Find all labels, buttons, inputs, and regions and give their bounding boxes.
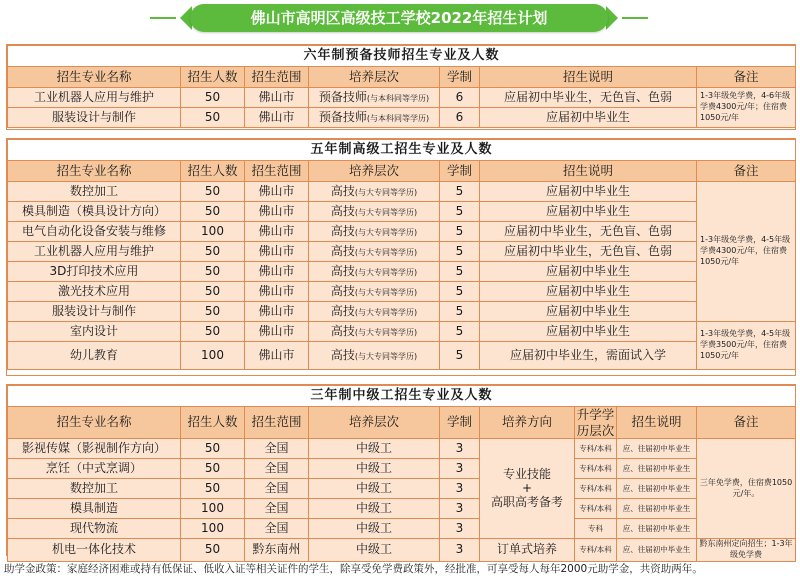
section-title: 五年制高级工招生专业及人数 (8, 140, 796, 161)
scope-cell: 全国 (245, 499, 309, 519)
level-note: (与大专同等学历) (354, 351, 418, 361)
major-cell: 工业机器人应用与维护 (8, 88, 181, 108)
count-cell: 50 (181, 439, 245, 459)
desc-cell: 应、往届初中毕业生 (617, 479, 697, 499)
table-row (8, 479, 796, 499)
count-cell: 50 (181, 282, 245, 302)
upgrade-cell: 专科/本科 (575, 499, 617, 519)
major-cell: 工业机器人应用与维护 (8, 242, 181, 262)
table-row (8, 439, 796, 459)
level-cell (309, 302, 440, 322)
years-cell: 5 (440, 302, 480, 322)
header-major: 招生专业名称 (8, 161, 181, 182)
upgrade-cell: 专科/本科 (575, 439, 617, 459)
desc-cell: 应、往届初中毕业生 (617, 439, 697, 459)
years-cell: 3 (440, 459, 480, 479)
level-cell: 中级工 (309, 499, 440, 519)
scope-cell: 黔东南州 (245, 539, 309, 562)
header-desc: 招生说明 (480, 67, 697, 88)
level-cell (309, 108, 440, 128)
header-desc: 招生说明 (480, 161, 697, 182)
scope-cell: 全国 (245, 439, 309, 459)
level-cell: 中级工 (309, 539, 440, 562)
level-text: 高技 (330, 183, 355, 198)
count-cell: 50 (181, 322, 245, 342)
level-note: (与大专同等学历) (354, 287, 418, 297)
header-remark: 备注 (697, 161, 796, 182)
desc-cell: 应、往届初中毕业生 (617, 499, 697, 519)
header-scope: 招生范围 (245, 161, 309, 182)
major-cell: 影视传媒（影视制作方向） (8, 439, 181, 459)
header-major: 招生专业名称 (8, 67, 181, 88)
table-row (8, 182, 796, 202)
level-text: 高技 (330, 203, 355, 218)
scope-cell: 全国 (245, 459, 309, 479)
level-text: 高技 (330, 303, 355, 318)
level-text: 高技 (330, 223, 355, 238)
count-cell: 50 (181, 302, 245, 322)
level-note: (与大专同等学历) (354, 227, 418, 237)
table-row (8, 342, 796, 370)
remark-cell: 三年免学费，住宿费1050元/年。 (697, 439, 796, 539)
header-level: 培养层次 (309, 161, 440, 182)
section-title: 六年制预备技师招生专业及人数 (8, 46, 796, 67)
count-cell: 50 (181, 182, 245, 202)
level-cell (309, 262, 440, 282)
desc-cell: 应届初中毕业生 (480, 322, 697, 342)
scope-cell: 佛山市 (245, 108, 309, 128)
level-note: (与大专同等学历) (354, 307, 418, 317)
upgrade-cell: 专科 (575, 519, 617, 539)
header-level: 培养层次 (309, 67, 440, 88)
remark-cell: 1-3年级免学费，4-5年级学费3500元/年，住宿费1050元/年 (697, 322, 796, 370)
level-note: (与大专同等学历) (354, 207, 418, 217)
count-cell: 100 (181, 342, 245, 370)
table-row (8, 108, 796, 128)
count-cell: 50 (181, 539, 245, 562)
scope-cell: 佛山市 (245, 262, 309, 282)
level-text: 高技 (330, 283, 355, 298)
level-text: 预备技师 (318, 89, 367, 104)
desc-cell: 应届初中毕业生，无色盲、色弱 (480, 222, 697, 242)
count-cell: 50 (181, 242, 245, 262)
years-cell: 5 (440, 202, 480, 222)
table-row (8, 222, 796, 242)
desc-cell: 应届初中毕业生 (480, 262, 697, 282)
major-cell: 幼儿教育 (8, 342, 181, 370)
header-count: 招生人数 (181, 161, 245, 182)
level-text: 高技 (330, 263, 355, 278)
major-cell: 现代物流 (8, 519, 181, 539)
level-text: 高技 (330, 323, 355, 338)
title-deco-left (150, 17, 176, 19)
table-row (8, 322, 796, 342)
desc-cell: 应届初中毕业生 (480, 182, 697, 202)
years-cell: 3 (440, 519, 480, 539)
scope-cell: 佛山市 (245, 342, 309, 370)
level-cell (309, 322, 440, 342)
level-cell: 中级工 (309, 479, 440, 499)
header-remark: 备注 (697, 407, 796, 439)
direction-cell: 订单式培养 (480, 539, 575, 562)
desc-cell: 应届初中毕业生 (480, 302, 697, 322)
years-cell: 3 (440, 439, 480, 459)
level-text: 高技 (330, 347, 355, 362)
page-title: 佛山市高明区高级技工学校2022年招生计划 (190, 4, 608, 32)
table-row (8, 519, 796, 539)
level-cell: 中级工 (309, 459, 440, 479)
desc-cell: 应届初中毕业生 (480, 202, 697, 222)
years-cell: 5 (440, 242, 480, 262)
direction-cell (480, 439, 575, 539)
level-text: 预备技师 (318, 109, 367, 124)
level-cell (309, 182, 440, 202)
header-count: 招生人数 (181, 67, 245, 88)
major-cell: 模具制造（模具设计方向） (8, 202, 181, 222)
section-six-year (6, 44, 796, 130)
header-years: 学制 (440, 161, 480, 182)
level-text: 高技 (330, 243, 355, 258)
desc-cell: 应、往届初中毕业生 (617, 519, 697, 539)
level-note: (与大专同等学历) (354, 327, 418, 337)
header-major: 招生专业名称 (8, 407, 181, 439)
major-cell: 激光技术应用 (8, 282, 181, 302)
scope-cell: 全国 (245, 519, 309, 539)
years-cell: 3 (440, 499, 480, 519)
header-years: 学制 (440, 407, 480, 439)
years-cell: 5 (440, 182, 480, 202)
level-cell (309, 88, 440, 108)
major-cell: 数控加工 (8, 479, 181, 499)
level-note: (与大专同等学历) (354, 187, 418, 197)
major-cell: 服装设计与制作 (8, 108, 181, 128)
desc-cell: 应届初中毕业生 (480, 108, 697, 128)
level-cell (309, 222, 440, 242)
remark-cell: 黔东南州定向招生；1-3年级免学费 (697, 539, 796, 562)
count-cell: 50 (181, 202, 245, 222)
scope-cell: 佛山市 (245, 88, 309, 108)
count-cell: 100 (181, 499, 245, 519)
table-row (8, 459, 796, 479)
scope-cell: 佛山市 (245, 282, 309, 302)
level-cell (309, 202, 440, 222)
level-cell: 中级工 (309, 519, 440, 539)
major-cell: 模具制造 (8, 499, 181, 519)
table-row (8, 302, 796, 322)
level-cell (309, 282, 440, 302)
header-scope: 招生范围 (245, 67, 309, 88)
major-cell: 数控加工 (8, 182, 181, 202)
table-row (8, 88, 796, 108)
table-row (8, 262, 796, 282)
desc-cell: 应届初中毕业生 (480, 282, 697, 302)
remark-cell: 1-3年级免学费，4-5年级学费4300元/年，住宿费1050元/年 (697, 182, 796, 322)
level-note: (与本科同等学历) (366, 93, 430, 103)
leaf-icon-right (606, 6, 622, 30)
major-cell: 机电一体化技术 (8, 539, 181, 562)
table-row (8, 539, 796, 562)
count-cell: 50 (181, 479, 245, 499)
table-row (8, 242, 796, 262)
years-cell: 5 (440, 262, 480, 282)
years-cell: 5 (440, 222, 480, 242)
direction-line: 专业技能 (502, 467, 551, 482)
level-cell: 中级工 (309, 439, 440, 459)
count-cell: 50 (181, 262, 245, 282)
count-cell: 50 (181, 459, 245, 479)
major-cell: 3D打印技术应用 (8, 262, 181, 282)
desc-cell: 应届初中毕业生，无色盲、色弱 (480, 88, 697, 108)
section-five-year (6, 138, 796, 376)
years-cell: 6 (440, 108, 480, 128)
direction-line: 高职高考备考 (490, 494, 563, 509)
years-cell: 5 (440, 322, 480, 342)
upgrade-cell: 专科/本科 (575, 539, 617, 562)
header-desc: 招生说明 (617, 407, 697, 439)
major-cell: 烹饪（中式烹调） (8, 459, 181, 479)
years-cell: 3 (440, 479, 480, 499)
level-cell (309, 242, 440, 262)
desc-cell: 应届初中毕业生，需面试入学 (480, 342, 697, 370)
count-cell: 50 (181, 108, 245, 128)
direction-plus: + (521, 480, 533, 495)
years-cell: 5 (440, 282, 480, 302)
level-note: (与大专同等学历) (354, 267, 418, 277)
level-note: (与本科同等学历) (366, 113, 430, 123)
level-note: (与大专同等学历) (354, 247, 418, 257)
table-row (8, 282, 796, 302)
years-cell: 6 (440, 88, 480, 108)
major-cell: 电气自动化设备安装与维修 (8, 222, 181, 242)
header-years: 学制 (440, 67, 480, 88)
scope-cell: 佛山市 (245, 202, 309, 222)
footer-policy: 助学金政策：家庭经济困难或持有低保证、低收入证等相关证件的学生，除享受免学费政策外，经批准，可享受每人每年2000元助学金，共资助两年。 (4, 563, 703, 575)
upgrade-cell: 专科/本科 (575, 459, 617, 479)
table-row (8, 499, 796, 519)
scope-cell: 佛山市 (245, 182, 309, 202)
header-level: 培养层次 (309, 407, 440, 439)
scope-cell: 佛山市 (245, 322, 309, 342)
header-count: 招生人数 (181, 407, 245, 439)
level-cell (309, 342, 440, 370)
scope-cell: 佛山市 (245, 302, 309, 322)
title-deco-right (622, 17, 648, 19)
years-cell: 5 (440, 342, 480, 370)
scope-cell: 佛山市 (245, 242, 309, 262)
section-three-year (6, 384, 796, 560)
header-remark: 备注 (697, 67, 796, 88)
remark-cell: 1-3年级免学费，4-6年级学费4300元/年；住宿费1050元/年 (697, 88, 796, 128)
years-cell: 3 (440, 539, 480, 562)
count-cell: 100 (181, 519, 245, 539)
major-cell: 服装设计与制作 (8, 302, 181, 322)
desc-cell: 应、往届初中毕业生 (617, 459, 697, 479)
header-upgrade: 升学学历层次 (575, 407, 617, 439)
major-cell: 室内设计 (8, 322, 181, 342)
header-scope: 招生范围 (245, 407, 309, 439)
desc-cell: 应届初中毕业生，无色盲、色弱 (480, 242, 697, 262)
count-cell: 100 (181, 222, 245, 242)
scope-cell: 佛山市 (245, 222, 309, 242)
section-title: 三年制中级工招生专业及人数 (8, 386, 796, 407)
table-row (8, 202, 796, 222)
upgrade-cell: 专科/本科 (575, 479, 617, 499)
count-cell: 50 (181, 88, 245, 108)
desc-cell: 应、往届初中毕业生 (617, 539, 697, 562)
scope-cell: 全国 (245, 479, 309, 499)
header-direction: 培养方向 (480, 407, 575, 439)
